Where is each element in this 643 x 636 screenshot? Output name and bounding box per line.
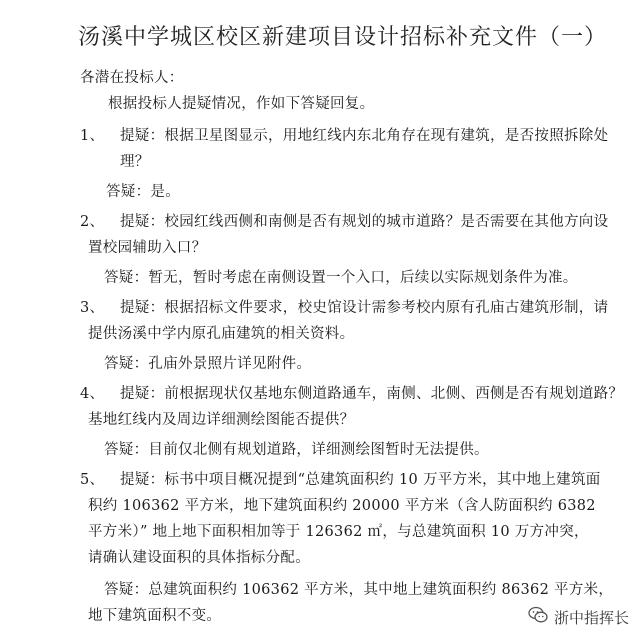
item-number: 1、 [80,128,105,144]
salutation: 各潜在投标人： [80,70,184,86]
item-5-question-line-1: 5、 提疑：标书中项目概况提到“总建筑面积约 10 万平方米，其中地上建筑面 [80,468,601,489]
item-1-answer: 答疑：是。 [106,184,180,200]
item-5-question-line-4: 请确认建设面积的具体指标分配。 [88,550,310,566]
item-4-question-line-1: 4、 提疑：前根据现状仅基地东侧道路通车，南侧、北侧、西侧是否有规划道路？ [80,382,623,403]
item-5-question-line-2: 积约 106362 平方米，地下建筑面积约 20000 平方米（含人防面积约 6382 [88,498,596,514]
item-3-answer: 答疑：孔庙外景照片详见附件。 [104,356,312,372]
watermark-text: 浙中指挥长 [553,608,629,627]
watermark [528,606,629,628]
item-2-answer: 答疑：暂无，暂时考虑在南侧设置一个入口，后续以实际规划条件为准。 [104,270,578,286]
item-number: 4、 [80,386,105,402]
item-number: 5、 [80,472,105,488]
item-1-question-line-2: 理？ [120,154,150,170]
document-title: 汤溪中学城区校区新建项目设计招标补充文件（一） [78,25,608,50]
item-3-question-line-2: 提供汤溪中学内原孔庙建筑的相关资料。 [88,326,355,342]
item-5-answer-line-1: 答疑：总建筑面积约 106362 平方米，其中地上建筑面积约 86362 平方米， [104,582,614,598]
intro-text: 根据投标人提疑情况，作如下答疑回复。 [108,96,375,112]
item-number: 2、 [80,214,105,230]
item-4-question-line-2: 基地红线内及周边详细测绘图能否提供？ [88,412,355,428]
item-3-question-line-1: 3、 提疑：根据招标文件要求，校史馆设计需参考校内原有孔庙古建筑形制，请 [80,296,608,317]
item-number: 3、 [80,300,105,316]
item-1-question-line-1: 1、 提疑：根据卫星图显示，用地红线内东北角存在现有建筑，是否按照拆除处 [80,124,608,145]
item-4-answer: 答疑：目前仅北侧有规划道路，详细测绘图暂时无法提供。 [104,442,489,458]
item-2-question-line-2: 置校园辅助入口？ [88,240,207,256]
wechat-official-account-icon [528,606,548,628]
item-5-question-line-3: 平方米）” 地上地下面积相加等于 126362 ㎡，与总建筑面积 10 万方冲突， [88,524,589,540]
item-5-answer-line-2: 地下建筑面积不变。 [88,608,222,624]
item-2-question-line-1: 2、 提疑：校园红线西侧和南侧是否有规划的城市道路？是否需要在其他方向设 [80,210,608,231]
